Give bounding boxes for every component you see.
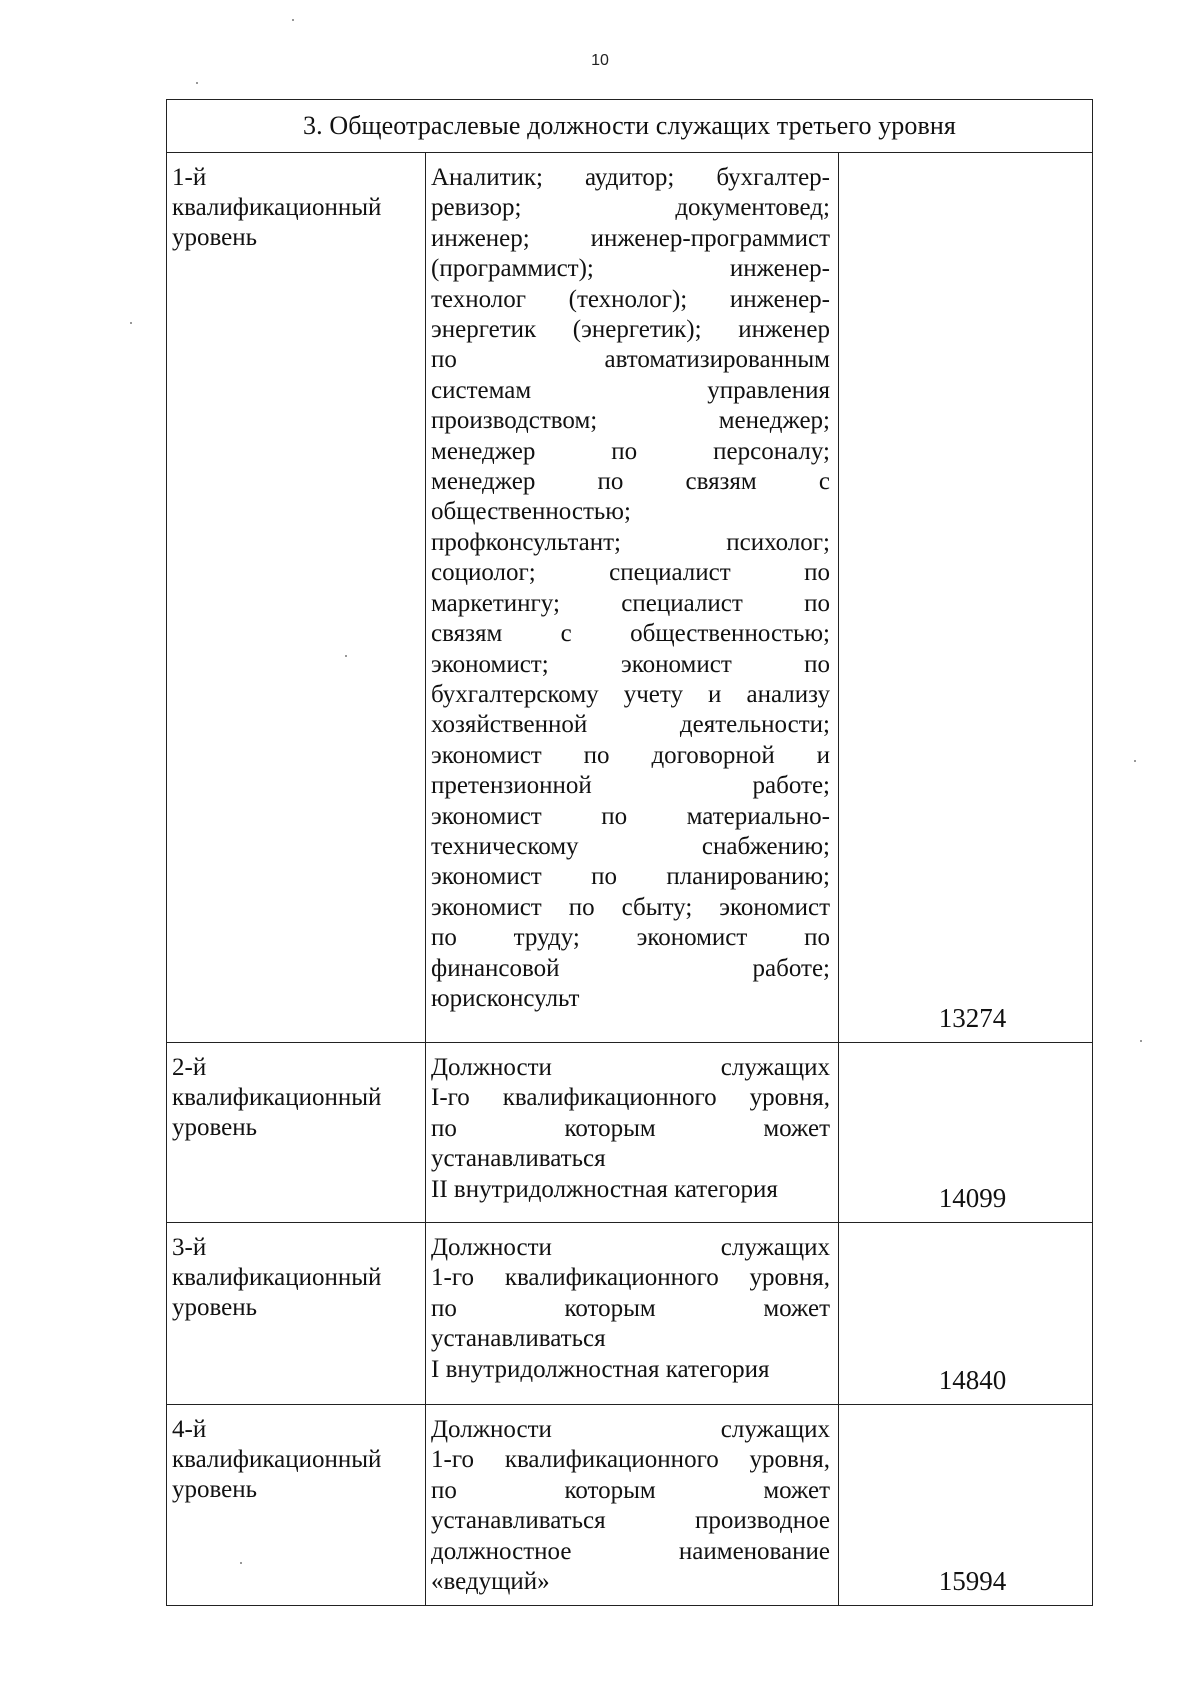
positions-line: хозяйственной деятельности; xyxy=(431,711,830,739)
positions-line: социолог; специалист по xyxy=(431,559,830,587)
positions-text xyxy=(426,1043,838,1205)
page-number: 10 xyxy=(591,52,609,69)
salary-value: 15994 xyxy=(938,1566,1007,1596)
scan-speck xyxy=(196,82,198,84)
positions-line: финансовой работе; xyxy=(431,954,830,982)
positions-line: энергетик (энергетик); инженер xyxy=(431,316,830,344)
positions-line: экономист по договорной и xyxy=(431,741,830,769)
level-cell xyxy=(167,1223,426,1405)
positions-line: по которым может xyxy=(431,1294,830,1322)
salary-value: 13274 xyxy=(938,1003,1007,1033)
scan-speck xyxy=(292,19,294,21)
positions-line: инженер; инженер-программист xyxy=(431,224,830,252)
positions-line: экономист; экономист по xyxy=(431,650,830,678)
positions-line: претензионной работе; xyxy=(431,772,830,800)
table-row xyxy=(167,153,1093,1043)
positions-line: устанавливаться производное xyxy=(431,1507,830,1535)
salary-value: 14840 xyxy=(938,1365,1007,1395)
positions-line: бухгалтерскому учету и анализу xyxy=(431,680,830,708)
level-label: 4-й квалификационный уровень xyxy=(172,1416,382,1503)
positions-line: системам управления xyxy=(431,376,830,404)
level-cell xyxy=(167,1405,426,1606)
positions-line: производством; менеджер; xyxy=(431,407,830,435)
level-label: 2-й квалификационный уровень xyxy=(172,1054,382,1141)
positions-line: по которым может xyxy=(431,1476,830,1504)
positions-line: связям с общественностью; xyxy=(431,620,830,648)
section-header-row xyxy=(167,100,1093,153)
positions-line: экономист по планированию; xyxy=(431,863,830,891)
positions-line: технолог (технолог); инженер- xyxy=(431,285,830,313)
positions-line: по которым может xyxy=(431,1114,830,1142)
positions-line: по автоматизированным xyxy=(431,346,830,374)
positions-line: I-го квалификационного уровня, xyxy=(431,1084,830,1112)
positions-line: Аналитик; аудитор; бухгалтер- xyxy=(431,164,830,191)
positions-line: (программист); инженер- xyxy=(431,255,830,283)
section-title: 3. Общеотраслевые должности служащих третьего уровня xyxy=(167,100,1093,153)
positions-cell xyxy=(426,1405,839,1606)
salary-cell xyxy=(839,153,1093,1043)
scan-speck xyxy=(345,655,347,657)
positions-line: менеджер по связям с xyxy=(431,468,830,496)
positions-line: должностное наименование xyxy=(431,1537,830,1565)
positions-line: экономист по материально- xyxy=(431,802,830,830)
positions-text xyxy=(426,1223,838,1385)
positions-line: по труду; экономист по xyxy=(431,924,830,952)
table-row xyxy=(167,1043,1093,1223)
level-cell xyxy=(167,1043,426,1223)
positions-line: 1-го квалификационного уровня, xyxy=(431,1264,830,1292)
positions-line: Должности служащих xyxy=(431,1416,830,1443)
positions-cell xyxy=(426,1223,839,1405)
salary-value: 14099 xyxy=(938,1183,1007,1213)
positions-line: Должности служащих xyxy=(431,1234,830,1261)
level-label: 3-й квалификационный уровень xyxy=(172,1234,382,1321)
positions-line: 1-го квалификационного уровня, xyxy=(431,1446,830,1474)
positions-line: II внутридолжностная категория xyxy=(431,1175,778,1203)
positions-line: общественностью; xyxy=(431,498,631,526)
table-row xyxy=(167,1405,1093,1606)
salary-cell xyxy=(839,1405,1093,1606)
scan-speck xyxy=(240,1562,242,1564)
level-cell xyxy=(167,153,426,1043)
salary-table xyxy=(166,99,1093,1606)
level-label: 1-й квалификационный уровень xyxy=(172,164,382,251)
salary-cell xyxy=(839,1223,1093,1405)
salary-cell xyxy=(839,1043,1093,1223)
positions-line: техническому снабжению; xyxy=(431,832,830,860)
positions-line: устанавливаться xyxy=(431,1325,606,1353)
table-row xyxy=(167,1223,1093,1405)
positions-line: менеджер по персоналу; xyxy=(431,437,830,465)
scan-speck xyxy=(1140,1040,1142,1042)
positions-line: экономист по сбыту; экономист xyxy=(431,893,830,921)
positions-line: устанавливаться xyxy=(431,1145,606,1173)
positions-line: ревизор; документовед; xyxy=(431,194,830,222)
positions-line: юрисконсульт xyxy=(431,984,580,1012)
scan-speck xyxy=(130,322,132,324)
scan-speck xyxy=(1134,760,1136,762)
positions-line: I внутридолжностная категория xyxy=(431,1355,770,1383)
positions-line: Должности служащих xyxy=(431,1054,830,1081)
positions-cell xyxy=(426,1043,839,1223)
positions-text xyxy=(426,1405,838,1597)
positions-line: профконсультант; психолог; xyxy=(431,528,830,556)
positions-line: «ведущий» xyxy=(431,1568,550,1596)
positions-cell xyxy=(426,153,839,1043)
positions-text xyxy=(426,153,838,1014)
positions-line: маркетингу; специалист по xyxy=(431,589,830,617)
